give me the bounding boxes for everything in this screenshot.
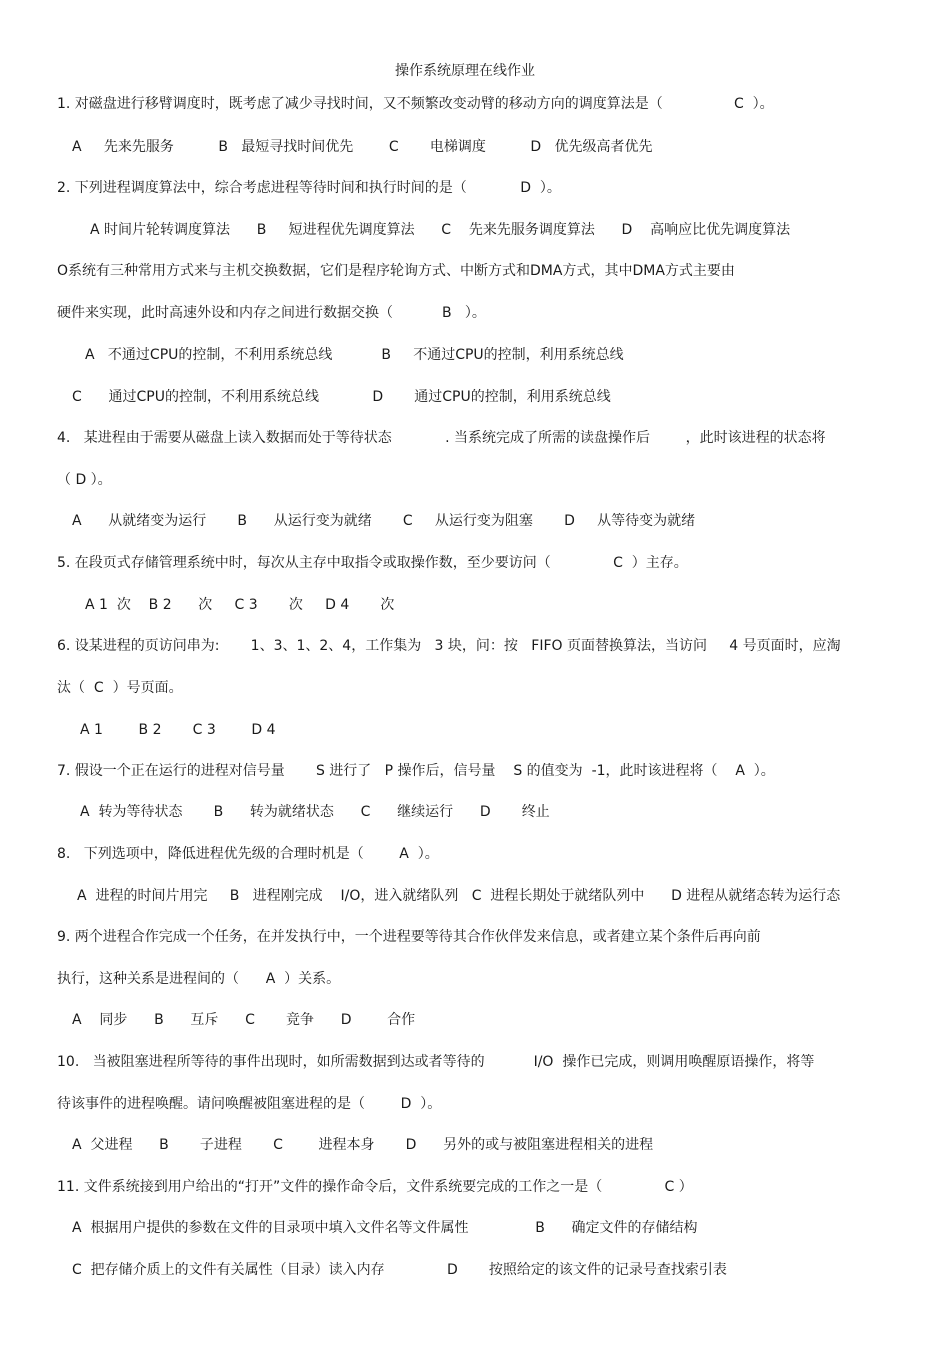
text-line: 6. 设某进程的页访问串为: 1、3、1、2、4，工作集为 3 块，问：按 FIFO 页面替换算法，当访问 4 号页面时，应淘 (57, 638, 841, 654)
text-line: O系统有三种常用方式来与主机交换数据，它们是程序轮询方式、中断方式和DMA方式，其中DMA方式主要由 (57, 263, 735, 279)
text-line: C 把存储介质上的文件有关属性（目录）读入内存 D 按照给定的该文件的记录号查找索引表 (72, 1262, 727, 1278)
text-line: A 父进程 B 子进程 C 进程本身 D 另外的或与被阻塞进程相关的进程 (72, 1137, 654, 1153)
text-line: 硬件来实现，此时高速外设和内存之间进行数据交换（ B ）。 (57, 305, 486, 321)
text-line: A 根据用户提供的参数在文件的目录项中填入文件名等文件属性 B 确定文件的存储结构 (72, 1220, 698, 1236)
text-line: （ D ）。 (57, 472, 112, 488)
text-line: 1. 对磁盘进行移臂调度时，既考虑了减少寻找时间，又不频繁改变动臂的移动方向的调度算法是（ C ）。 (57, 96, 774, 112)
text-line: A 从就绪变为运行 B 从运行变为就绪 C 从运行变为阻塞 D 从等待变为就绪 (72, 513, 696, 529)
text-line: 5. 在段页式存储管理系统中时，每次从主存中取指令或取操作数，至少要访问（ C ）主存。 (57, 555, 688, 571)
text-line: 2. 下列进程调度算法中，综合考虑进程等待时间和执行时间的是（ D ）。 (57, 180, 561, 196)
text-line: 4. 某进程由于需要从磁盘上读入数据而处于等待状态 . 当系统完成了所需的读盘操作后 ，此时该进程的状态将 (57, 430, 826, 446)
text-line: 执行，这种关系是进程间的（ A ）关系。 (57, 971, 341, 987)
document-title: 操作系统原理在线作业 (395, 63, 535, 79)
text-line: 11. 文件系统接到用户给出的“打开”文件的操作命令后，文件系统要完成的工作之一是（ C ） (57, 1179, 693, 1195)
text-line: 待该事件的进程唤醒。请问唤醒被阻塞进程的是（ D ）。 (57, 1096, 442, 1112)
text-line: A 进程的时间片用完 B 进程刚完成 I/O，进入就绪队列 C 进程长期处于就绪队列中 D 进程从就绪态转为运行态 (77, 888, 841, 904)
text-line: 汰（ C ）号页面。 (57, 680, 183, 696)
text-line: 10. 当被阻塞进程所等待的事件出现时，如所需数据到达或者等待的 I/O 操作已完成，则调用唤醒原语操作，将等 (57, 1054, 815, 1070)
text-line: A 先来先服务 B 最短寻找时间优先 C 电梯调度 D 优先级高者优先 (72, 139, 653, 155)
text-line: A 同步 B 互斥 C 竞争 D 合作 (72, 1012, 416, 1028)
text-line: A 不通过CPU的控制，不利用系统总线 B 不通过CPU的控制，利用系统总线 (85, 347, 624, 363)
text-line: 7. 假设一个正在运行的进程对信号量 S 进行了 P 操作后，信号量 S 的值变为 -1，此时该进程将（ A ）。 (57, 763, 775, 779)
text-line: A 时间片轮转调度算法 B 短进程优先调度算法 C 先来先服务调度算法 D 高响应比优先调度算法 (90, 222, 791, 238)
text-line: A 1 B 2 C 3 D 4 (80, 722, 276, 738)
text-line: A 1 次 B 2 次 C 3 次 D 4 次 (85, 597, 395, 613)
text-line: A 转为等待状态 B 转为就绪状态 C 继续运行 D 终止 (80, 804, 550, 820)
text-line: 8. 下列选项中，降低进程优先级的合理时机是（ A ）。 (57, 846, 439, 862)
text-line: 9. 两个进程合作完成一个任务，在并发执行中，一个进程要等待其合作伙伴发来信息，或者建立某个条件后再向前 (57, 929, 761, 945)
text-line: C 通过CPU的控制，不利用系统总线 D 通过CPU的控制，利用系统总线 (72, 389, 611, 405)
